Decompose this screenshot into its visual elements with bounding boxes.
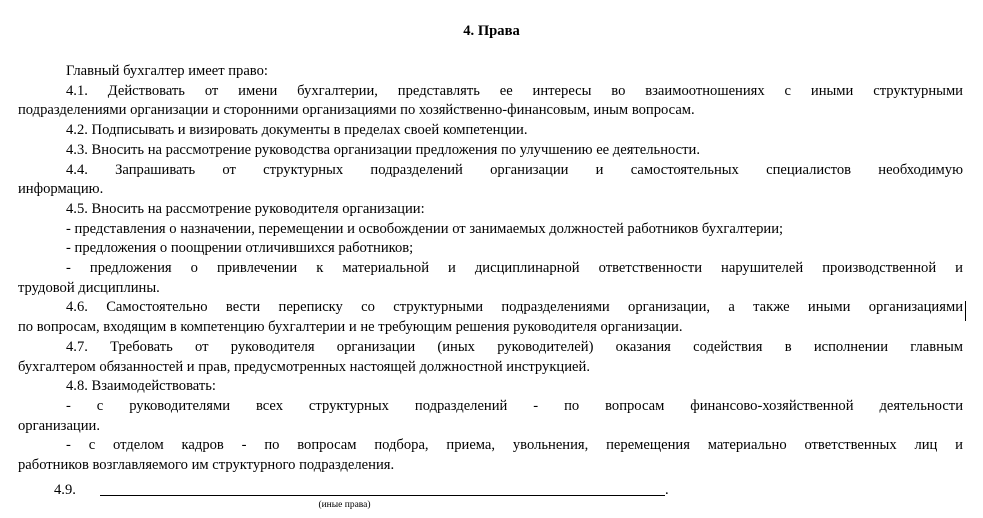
text-line: организации. — [18, 417, 100, 434]
text-line: информацию. — [18, 181, 104, 198]
text-line: - предложения о привлечении к материальной и дисциплинарной ответственности нарушителей производственной и — [66, 260, 963, 276]
text-line: - предложения о поощрении отличившихся работников; — [66, 240, 414, 257]
text-line: бухгалтером обязанностей и прав, предусмотренных настоящей должностной инструкцией. — [18, 358, 590, 375]
text-line: 4.6. Самостоятельно вести переписку со структурными подразделениями организации, а также иными организациями — [66, 299, 963, 316]
text-line: 4.4. Запрашивать от структурных подразделений организации и самостоятельных специалистов необходимую — [66, 161, 963, 178]
text-line: - с руководителями всех структурных подразделений - по вопросам финансово-хозяйственной деятельности — [66, 397, 963, 414]
text-line: - с отделом кадров - по вопросам подбора, приема, увольнения, перемещения материально ответственных лиц и — [66, 437, 963, 454]
text-line: 4.5. Вносить на рассмотрение руководителя организации: — [66, 200, 425, 217]
fill-in-item — [18, 481, 963, 501]
blank-fill-line[interactable] — [100, 495, 665, 496]
text-line: - представления о назначении, перемещении и освобождении от занимаемых должностей работников бухгалтерии; — [66, 220, 784, 237]
item-number: 4.9. — [54, 482, 76, 498]
text-line: 4.3. Вносить на рассмотрение руководства организации предложения по улучшению ее деятельности. — [66, 141, 701, 158]
hint-text: (иные права) — [318, 500, 371, 510]
text-line: 4.8. Взаимодействовать: — [66, 378, 216, 395]
text-cursor — [965, 301, 966, 321]
text-line: работников возглавляемого им структурного подразделения. — [18, 457, 395, 473]
text-line: подразделениями организации и сторонними организациями по хозяйственно-финансовым, иным вопросам. — [18, 102, 695, 119]
line-end-period: . — [665, 482, 669, 498]
text-line: Главный бухгалтер имеет право: — [66, 63, 268, 79]
fill-line-hint — [0, 499, 983, 511]
text-line: 4.1. Действовать от имени бухгалтерии, представлять ее интересы во взаимоотношениях с иными структурными — [66, 82, 963, 99]
section-title: 4. Права — [463, 23, 520, 39]
text-line: 4.7. Требовать от руководителя организации (иных руководителей) оказания содействия в исполнении главным — [66, 338, 963, 355]
text-line: по вопросам, входящим в компетенцию бухгалтерии и не требующим решения руководителя организации. — [18, 319, 683, 336]
text-line: трудовой дисциплины. — [18, 279, 160, 296]
text-line: 4.2. Подписывать и визировать документы в пределах своей компетенции. — [66, 122, 528, 139]
